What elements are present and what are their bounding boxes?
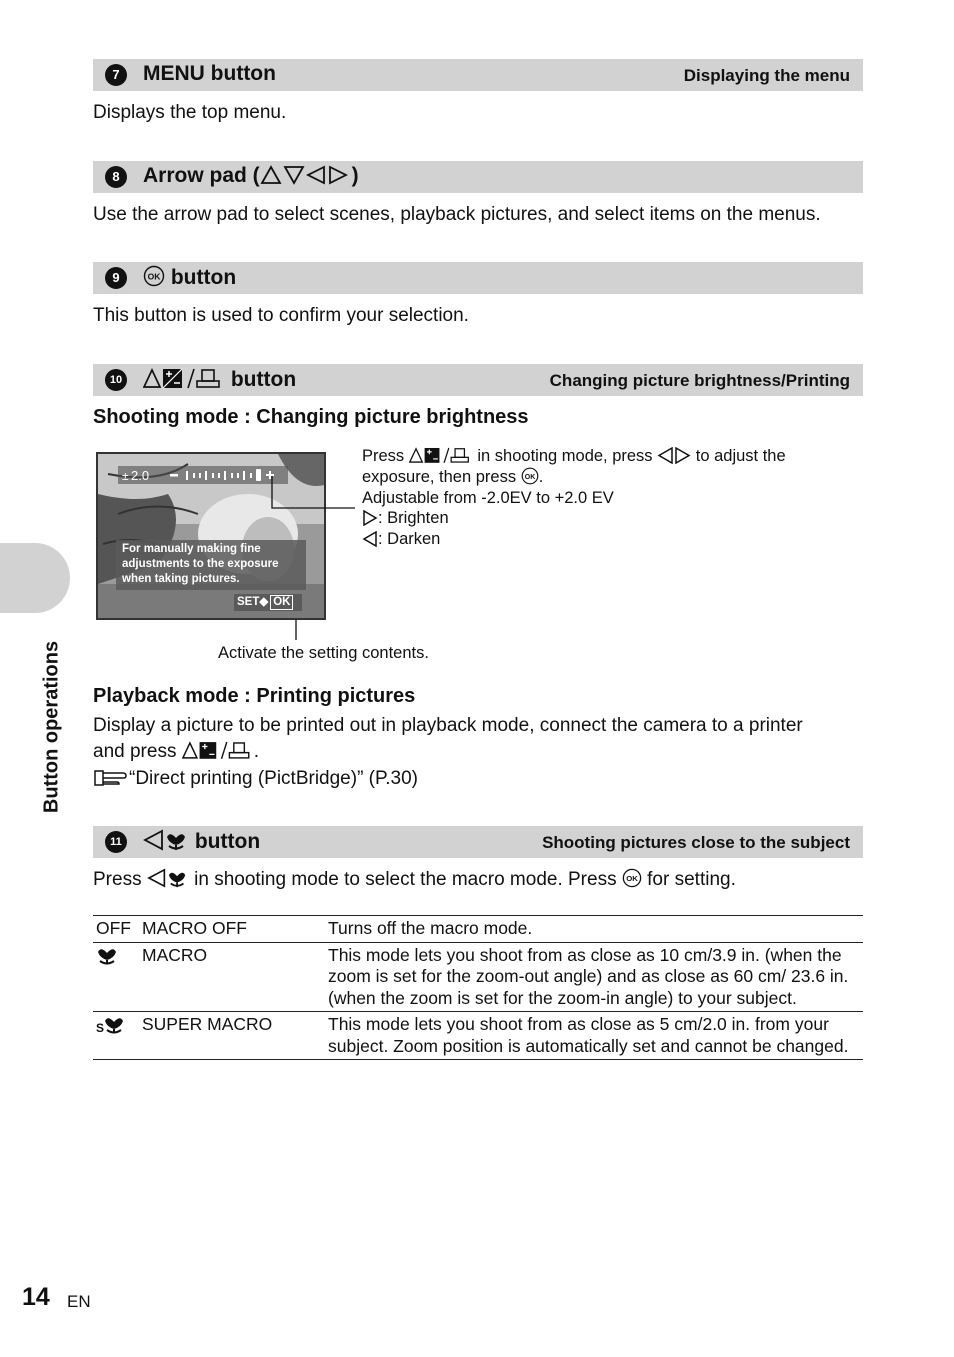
- mode-name: MACRO OFF: [142, 918, 247, 938]
- page-number: 14: [22, 1283, 50, 1311]
- darken-text: : Darken: [378, 530, 441, 548]
- table-row: [93, 916, 863, 943]
- mode-desc: This mode lets you shoot from as close as 10 cm/3.9 in. (when the zoom is set for the zoom-out angle) and as close as 60 cm/ 23.6 in. (when the zoom is set for the zoom-in angle) to your subject.: [328, 944, 849, 1008]
- svg-text:S: S: [96, 1021, 105, 1034]
- tip-line: when taking pictures.: [122, 573, 240, 585]
- section-title: [143, 829, 260, 854]
- macro-intro: [93, 867, 736, 893]
- section-number: 10: [105, 369, 127, 391]
- mode-icon-cell: [93, 1012, 139, 1060]
- tip-line: For manually making fine: [122, 543, 261, 555]
- section-title-text: Arrow pad (: [143, 164, 260, 187]
- table-row: [93, 1012, 863, 1060]
- exposure-value-number: 2.0: [131, 468, 150, 483]
- ok-label: OK: [270, 595, 293, 610]
- svg-text:OK: OK: [626, 874, 638, 884]
- side-tab-label: Button operations: [40, 640, 63, 814]
- brighten-text: : Brighten: [378, 509, 449, 527]
- right-arrow-icon: [362, 510, 378, 526]
- playback-period: .: [253, 741, 260, 762]
- section-subtitle: Changing picture brightness/Printing: [549, 371, 850, 390]
- section-number: 7: [105, 64, 127, 86]
- section-title-end: ): [351, 164, 359, 187]
- shooting-mode-heading: Shooting mode : Changing picture brightness: [93, 406, 529, 428]
- desc-text: in shooting mode, press: [477, 447, 653, 465]
- brighten-line: [362, 508, 449, 529]
- playback-mode-heading: Playback mode : Printing pictures: [93, 685, 416, 707]
- playback-text-line2: [93, 739, 259, 765]
- section-number: 11: [105, 831, 127, 853]
- macro-intro-part: for setting.: [647, 869, 736, 890]
- section-title-text: button: [230, 368, 297, 391]
- section-text: Use the arrow pad to select scenes, playback pictures, and select items on the menus.: [93, 204, 821, 225]
- page-language: EN: [67, 1292, 91, 1311]
- section-title-text: button: [170, 266, 237, 289]
- section-subtitle: Displaying the menu: [683, 66, 850, 85]
- playback-text: Display a picture to be printed out in playback mode, connect the camera to a printer: [93, 715, 803, 736]
- exposure-desc-line: [362, 446, 786, 467]
- left-macro-icon: [143, 829, 189, 851]
- reference-hand-icon: [93, 767, 129, 787]
- desc-text: to adjust the: [695, 447, 786, 465]
- macro-intro-part: Press: [93, 869, 142, 890]
- section-title-text: button: [194, 830, 261, 853]
- desc-period: .: [538, 468, 544, 486]
- playback-text-part: and press: [93, 741, 177, 762]
- section-title: MENU button: [143, 62, 276, 85]
- section-macro-button-header: [93, 826, 863, 858]
- exposure-range: Adjustable from -2.0EV to +2.0 EV: [362, 489, 614, 507]
- macro-mode-table: [93, 915, 863, 1060]
- callout-text: Activate the setting contents.: [218, 644, 429, 662]
- section-number: 8: [105, 166, 127, 188]
- exposure-value: ±: [122, 469, 129, 483]
- ok-icon: [622, 868, 642, 888]
- desc-text: Press: [362, 447, 405, 465]
- set-label: SET: [237, 596, 260, 608]
- tip-line: adjustments to the exposure: [122, 558, 279, 570]
- reference-text[interactable]: “Direct printing (PictBridge)” (P.30): [129, 768, 418, 789]
- section-text: Displays the top menu.: [93, 102, 287, 123]
- ok-icon: [521, 467, 539, 485]
- left-macro-icon: [147, 868, 189, 888]
- mode-name: MACRO: [142, 944, 208, 965]
- section-subtitle: Shooting pictures close to the subject: [542, 833, 850, 852]
- desc-text: exposure, then press: [362, 468, 517, 486]
- macro-intro-part: in shooting mode to select the macro mode. Press: [194, 869, 617, 890]
- left-right-arrow-icon: [657, 447, 691, 464]
- super-macro-icon: [96, 1014, 126, 1034]
- exposure-desc-line: [362, 467, 543, 488]
- svg-text:OK: OK: [147, 271, 161, 282]
- exposure-print-icon: [182, 740, 254, 760]
- section-number: 9: [105, 267, 127, 289]
- mode-icon-cell: [93, 942, 139, 1012]
- mode-desc: This mode lets you shoot from as close as 5 cm/2.0 in. from your subject. Zoom position is automatically set and cannot be changed.: [328, 1014, 849, 1056]
- mode-icon-cell: OFF: [96, 918, 131, 938]
- reference-line: [93, 766, 418, 792]
- svg-text:OK: OK: [524, 473, 535, 481]
- mode-desc: Turns off the macro mode.: [328, 918, 533, 938]
- mode-name: SUPER MACRO: [142, 1014, 273, 1034]
- table-row: [93, 942, 863, 1012]
- left-arrow-icon: [362, 531, 378, 547]
- macro-icon: [96, 945, 118, 965]
- section-text: This button is used to confirm your selection.: [93, 305, 469, 326]
- darken-line: [362, 529, 440, 550]
- exposure-print-icon: [409, 446, 473, 464]
- set-ok-indicator: SET◆ OK: [234, 594, 302, 611]
